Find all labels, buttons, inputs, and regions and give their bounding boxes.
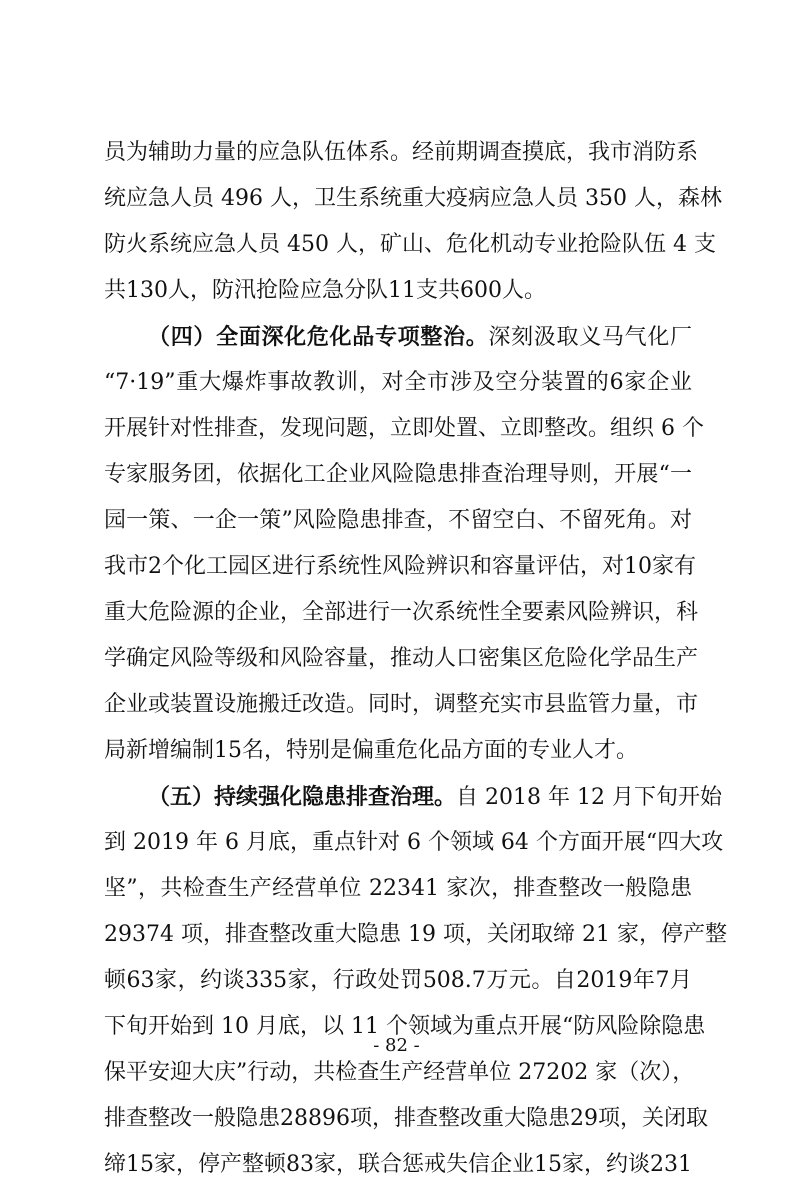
- paragraph-2-line-7: 重大危险源的企业，全部进行一次系统性全要素风险辨识，科: [104, 600, 699, 625]
- body-text: [104, 130, 727, 1188]
- paragraph-3-line-9: 缔15家，停产整顿83家，联合惩戒失信企业15家，约谈231: [104, 1152, 692, 1177]
- paragraph-3-first-line-text: 自 2018 年 12 月下旬开始: [456, 785, 722, 810]
- paragraph-1-line-4: 共130人，防汛抢险应急分队11支共600人。: [104, 278, 546, 303]
- paragraph-3-line-4: 29374 项，排查整改重大隐患 19 项，关闭取缔 21 家，停产整: [104, 922, 727, 947]
- page-number: - 82 -: [373, 1035, 420, 1056]
- paragraph-2-heading: （四）全面深化危化品专项整治。: [148, 324, 489, 350]
- paragraph-3-line-3: 坚”，共检查生产经营单位 22341 家次，排查整改一般隐患: [104, 876, 692, 901]
- paragraph-2-line-9: 企业或装置设施搬迁改造。同时，调整充实市县监管力量，市: [104, 692, 699, 717]
- paragraph-1-line-3: 防火系统应急人员 450 人，矿山、危化机动专业抢险队伍 4 支: [104, 232, 716, 257]
- paragraph-3-line-5: 顿63家，约谈335家，行政处罚508.7万元。自2019年7月: [104, 968, 692, 993]
- paragraph-3-line-1: [104, 774, 722, 820]
- paragraph-2-line-3: 开展针对性排查，发现问题，立即处置、立即整改。组织 6 个: [104, 416, 704, 441]
- paragraph-2-line-1: [104, 314, 692, 360]
- paragraph-2-line-10: 局新增编制15名，特别是偏重危化品方面的专业人才。: [104, 738, 638, 763]
- paragraph-3-line-2: 到 2019 年 6 月底，重点针对 6 个领域 64 个方面开展“四大攻: [104, 830, 724, 855]
- paragraph-3-heading: （五）持续强化隐患排查治理。: [148, 784, 457, 810]
- paragraph-3-line-6: 下旬开始到 10 月底，以 11 个领域为重点开展“防风险除隐患: [104, 1014, 706, 1039]
- paragraph-2-line-5: 园一策、一企一策”风险隐患排查，不留空白、不留死角。对: [104, 508, 692, 533]
- paragraph-3-line-8: 排查整改一般隐患28896项，排查整改重大隐患29项，关闭取: [104, 1106, 708, 1131]
- paragraph-2-line-4: 专家服务团，依据化工企业风险隐患排查治理导则，开展“一: [104, 462, 692, 487]
- paragraph-2-first-line-text: 深刻汲取义马气化厂: [488, 325, 692, 350]
- paragraph-2-line-6: 我市2个化工园区进行系统性风险辨识和容量评估，对10家有: [104, 554, 696, 579]
- paragraph-3-line-7: 保平安迎大庆”行动，共检查生产经营单位 27202 家（次），: [104, 1060, 695, 1085]
- paragraph-1-line-2: 统应急人员 496 人，卫生系统重大疫病应急人员 350 人，森林: [104, 186, 722, 211]
- paragraph-2-line-2: “7·19”重大爆炸事故教训，对全市涉及空分装置的6家企业: [104, 370, 692, 395]
- paragraph-1-line-1: 员为辅助力量的应急队伍体系。经前期调查摸底，我市消防系: [104, 140, 699, 165]
- paragraph-2-line-8: 学确定风险等级和风险容量，推动人口密集区危险化学品生产: [104, 646, 699, 671]
